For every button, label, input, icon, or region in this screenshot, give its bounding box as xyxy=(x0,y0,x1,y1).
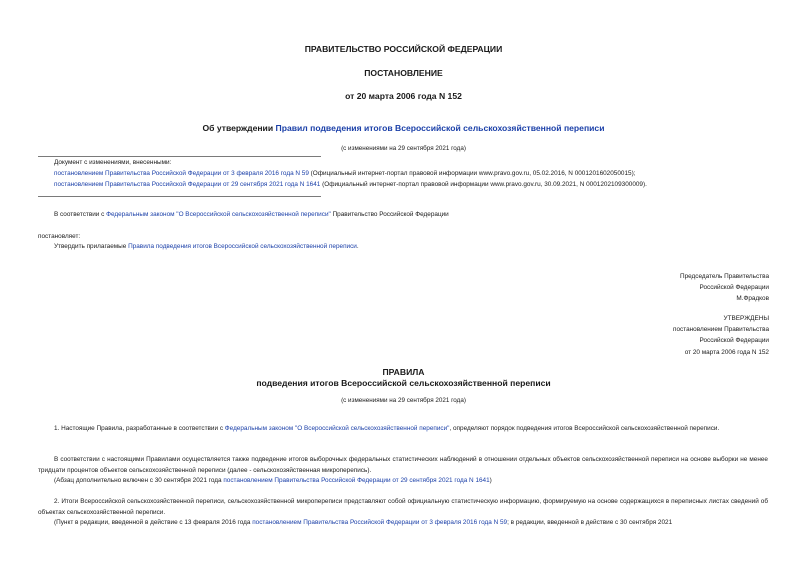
amendment-item: постановлением Правительства Российской Федерации от 3 февраля 2016 года N 59 (Официальный интернет-портал правовой информации www.pravo.gov.ru, 05.02.2016, N 0001201602050015); xyxy=(54,170,636,177)
approved-block: УТВЕРЖДЕНЫ постановлением Правительства Российской Федерации от 20 марта 2006 года N 152 xyxy=(673,315,769,356)
federal-law-link[interactable]: Федеральным законом "О Всероссийской сельскохозяйственной переписи" xyxy=(224,425,450,432)
approve-text: Утвердить прилагаемые Правила подведения итогов Всероссийской сельскохозяйственной переписи. xyxy=(54,243,359,250)
amend-note-line: (Абзац дополнительно включен с 30 сентября 2021 года постановлением Правительства Российской Федерации от 29 сентября 2021 года N 1641) xyxy=(54,477,492,484)
rules-paragraph: В соответствии с настоящими Правилами осуществляется также подведение итогов выборочных федеральных статистических наблюдений в отношении отдельных объектов сельскохозяйственной переписи на основе выборки не менее тридцати процентов объектов сельскохозяйственной переписи (далее - сельскохозяйственная микроперепись). xyxy=(38,456,768,474)
org-heading: ПРАВИТЕЛЬСТВО РОССИЙСКОЙ ФЕДЕРАЦИИ xyxy=(304,44,503,54)
doc-type-heading: ПОСТАНОВЛЕНИЕ xyxy=(364,68,443,78)
amendments-block xyxy=(54,157,774,190)
rules-paragraph: 2. Итоги Всероссийской сельскохозяйственной переписи, сельскохозяйственной микропереписи представляют собой официальную статистическую информацию, формируемую на основе содержащихся в переписных листах сведений об объектах сельскохозяйственной переписи. xyxy=(38,498,768,516)
amend-note-line: (Пункт в редакции, введенной в действие с 13 февраля 2016 года постановлением Правительства Российской Федерации от 3 февраля 2016 года N 59; в редакции, введенной в действие с 30 сентября 2021 xyxy=(54,519,673,526)
title-prefix: Об утверждении xyxy=(202,123,276,133)
decides-text: постановляет: xyxy=(38,233,81,240)
amend-note: (с изменениями на 29 сентября 2021 года) xyxy=(341,145,466,152)
amendment-link[interactable]: постановлением Правительства Российской Федерации от 3 февраля 2016 года N 59 xyxy=(252,519,508,526)
amendments-intro: Документ с изменениями, внесенными: xyxy=(54,159,172,166)
rules-amend-note: (с изменениями на 29 сентября 2021 года) xyxy=(341,397,466,404)
rules-subtitle: подведения итогов Всероссийской сельскохозяйственной переписи xyxy=(256,378,551,388)
rules-title: ПРАВИЛА xyxy=(382,367,425,377)
title-link[interactable]: Правил подведения итогов Всероссийской сельскохозяйственной переписи xyxy=(275,123,605,133)
amendment-link[interactable]: постановлением Правительства Российской Федерации от 3 февраля 2016 года N 59 xyxy=(54,170,309,177)
rules-link[interactable]: Правила подведения итогов Всероссийской сельскохозяйственной переписи xyxy=(128,243,357,250)
date-number: от 20 марта 2006 года N 152 xyxy=(345,91,462,101)
rules-paragraph: 1. Настоящие Правила, разработанные в соответствии с Федеральным законом "О Всероссийской сельскохозяйственной переписи", определяют порядок подведения итогов Всероссийской сельскохозяйственной переписи. xyxy=(54,425,720,432)
document-title xyxy=(0,123,807,133)
amendment-link[interactable]: постановлением Правительства Российской Федерации от 29 сентября 2021 года N 1641 xyxy=(54,181,321,188)
divider-bottom xyxy=(38,196,321,197)
preamble-text: В соответствии с Федеральным законом "О Всероссийской сельскохозяйственной переписи" Правительство Российской Федерации xyxy=(54,211,449,218)
federal-law-link[interactable]: Федеральным законом "О Всероссийской сельскохозяйственной переписи" xyxy=(106,211,331,218)
amendment-link[interactable]: постановлением Правительства Российской Федерации от 29 сентября 2021 года N 1641 xyxy=(223,477,490,484)
signature-block: Председатель Правительства Российской Федерации М.Фрадков xyxy=(680,273,769,303)
amendment-item: постановлением Правительства Российской Федерации от 29 сентября 2021 года N 1641 (Официальный интернет-портал правовой информации www.pravo.gov.ru, 30.09.2021, N 0001202109300009). xyxy=(54,181,647,188)
